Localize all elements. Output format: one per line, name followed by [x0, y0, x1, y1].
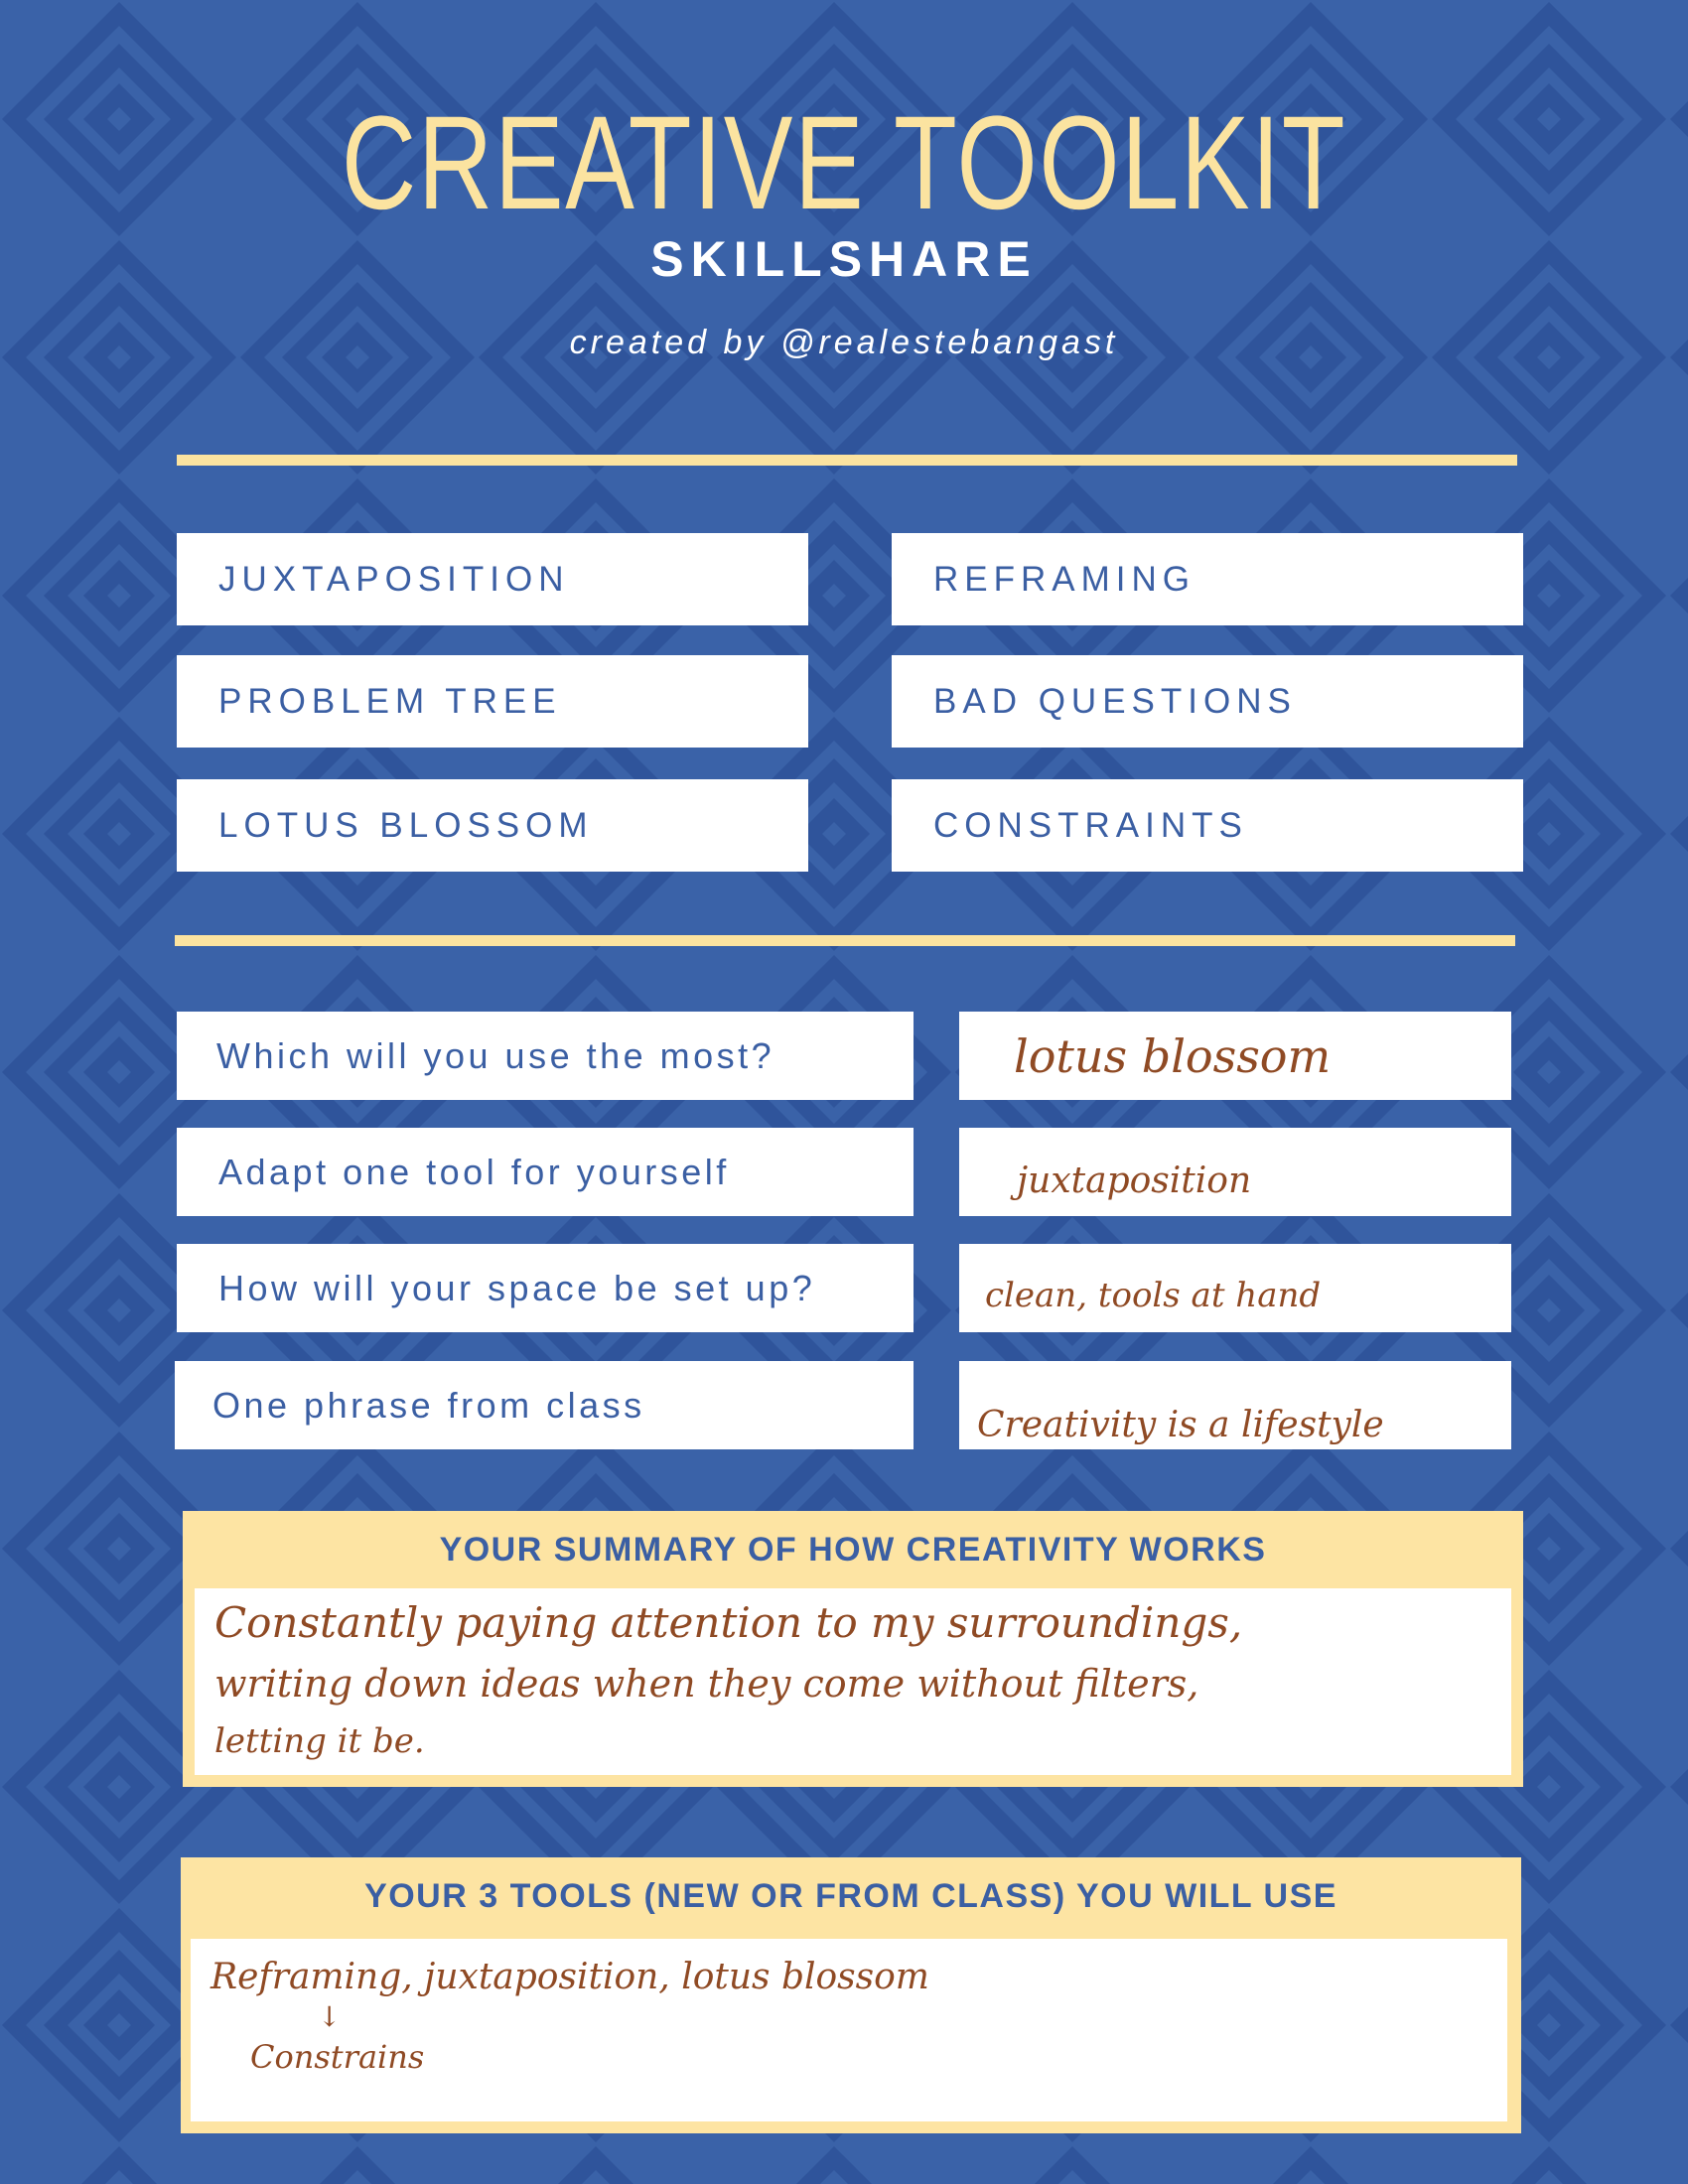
answer-class-phrase[interactable]: [959, 1361, 1511, 1449]
summary-title: YOUR SUMMARY OF HOW CREATIVITY WORKS: [439, 1531, 1267, 1569]
page-title: CREATIVE TOOLKIT: [341, 89, 1347, 237]
page-subtitle: SKILLSHARE: [650, 231, 1038, 287]
answer-text: lotus blossom: [1014, 1028, 1332, 1083]
summary-line-1: Constantly paying attention to my surroundings,: [214, 1598, 1243, 1647]
tool-box-reframing: REFRAMING: [892, 533, 1523, 625]
question-adapt-tool: Adapt one tool for yourself: [177, 1128, 914, 1216]
tool-box-lotus-blossom: LOTUS BLOSSOM: [177, 779, 808, 872]
summary-line-3: letting it be.: [214, 1721, 425, 1761]
tool-box-constraints: CONSTRAINTS: [892, 779, 1523, 872]
summary-panel: [183, 1511, 1523, 1787]
answer-most-used[interactable]: [959, 1012, 1511, 1100]
question-class-phrase: One phrase from class: [175, 1361, 914, 1449]
three-tools-line-1: Reframing, juxtaposition, lotus blossom: [211, 1957, 929, 1997]
three-tools-line-2: Constrains: [250, 2038, 425, 2076]
three-tools-answer-box[interactable]: [191, 1939, 1507, 2121]
summary-line-2: writing down ideas when they come without filters,: [214, 1662, 1199, 1706]
three-tools-title: YOUR 3 TOOLS (NEW OR FROM CLASS) YOU WILL USE: [364, 1877, 1337, 1915]
answer-space-setup[interactable]: [959, 1244, 1511, 1332]
tool-box-bad-questions: BAD QUESTIONS: [892, 655, 1523, 748]
divider-top: [177, 455, 1517, 466]
answer-text: Creativity is a lifestyle: [977, 1405, 1384, 1445]
three-tools-arrow: ↓: [318, 2000, 342, 2033]
answer-adapt-tool[interactable]: [959, 1128, 1511, 1216]
answer-text: clean, tools at hand: [985, 1275, 1322, 1315]
question-most-used: Which will you use the most?: [177, 1012, 914, 1100]
author-credit: created by @realestebangast: [569, 324, 1119, 361]
three-tools-panel: [181, 1857, 1521, 2133]
divider-middle: [175, 935, 1515, 946]
summary-answer-box[interactable]: [195, 1588, 1511, 1775]
question-space-setup: How will your space be set up?: [177, 1244, 914, 1332]
tool-box-problem-tree: PROBLEM TREE: [177, 655, 808, 748]
answer-text: juxtaposition: [1017, 1160, 1252, 1201]
tool-box-juxtaposition: JUXTAPOSITION: [177, 533, 808, 625]
